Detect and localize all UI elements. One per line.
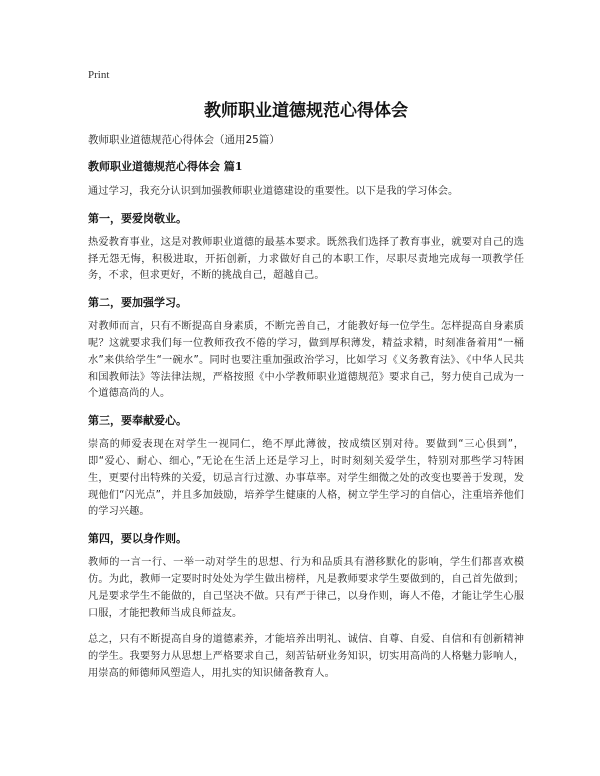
document-title: 教师职业道德规范心得体会: [204, 101, 408, 121]
paragraph: 对教师而言，只有不断提高自身素质，不断完善自己，才能教好每一位学生。怎样提高自身素质呢？这就要求我们每一位教师孜孜不倦的学习，做到厚积薄发，精益求精，时刻准备着用“一桶水”来供给学生“一碗水”。同时也要注重加强政治学习，比如学习《义务教育法》、《中华人民共和国教师法》等法律法规，严格按照《中小学教师职业道德规范》要求自己，努力使自己成为一个道德高尚的人。: [88, 321, 524, 400]
document-subtitle: 教师职业道德规范心得体会（通用25篇）: [88, 134, 280, 146]
document-page: [88, 68, 524, 693]
paragraph: 热爱教育事业，这是对教师职业道德的最基本要求。既然我们选择了教育事业，就要对自己的选择无怨无悔，积极进取，开拓创新，力求做好自己的本职工作，尽职尽责地完成每一项教学任务，不求，但求更好，不断的挑战自己，超越自己。: [88, 236, 524, 282]
paragraph: 教师的一言一行、一举一动对学生的思想、行为和品质具有潜移默化的影响，学生们都喜欢模仿。为此，教师一定要时时处处为学生做出榜样，凡是教师要求学生要做到的，自己首先做到；凡是要求学生不能做的，自己坚决不做。只有严于律己，以身作则，诲人不倦，才能让学生心服口服，才能把教师当成良师益友。: [88, 557, 524, 619]
heading: 第一，要爱岗敬业。: [88, 211, 187, 225]
section-title: 教师职业道德规范心得体会 篇1: [88, 160, 243, 173]
paragraph: 总之，只有不断提高自身的道德素养，才能培养出明礼、诚信、自尊、自爱、自信和有创新精神的学生。我要努力从思想上严格要求自己，刻苦钻研业务知识，切实用高尚的人格魅力影响人，用崇高的师德师风塑造人，用扎实的知识储备教育人。: [88, 634, 524, 679]
article-body: [88, 184, 524, 683]
heading: 第二，要加强学习。: [88, 296, 187, 310]
paragraph: 崇高的师爱表现在对学生一视同仁，绝不厚此薄彼，按成绩区别对待。要做到“三心俱到”，即“爱心、耐心、细心，”无论在生活上还是学习上，时时刻刻关爱学生，特别对那些学习特困生，更要付出特殊的关爱，切忌言行过激、办事草率。对学生细微之处的改变也要善于发现，发现他们“闪光点”，并且多加鼓励，培养学生健康的人格，树立学生学习的自信心，注重培养他们的学习兴趣。: [88, 439, 524, 518]
print-label: Print: [88, 69, 110, 81]
heading: 第四，要以身作则。: [88, 532, 187, 546]
paragraph: 通过学习，我充分认识到加强教师职业道德建设的重要性。以下是我的学习体会。: [88, 186, 459, 197]
heading: 第三，要奉献爱心。: [88, 414, 187, 428]
